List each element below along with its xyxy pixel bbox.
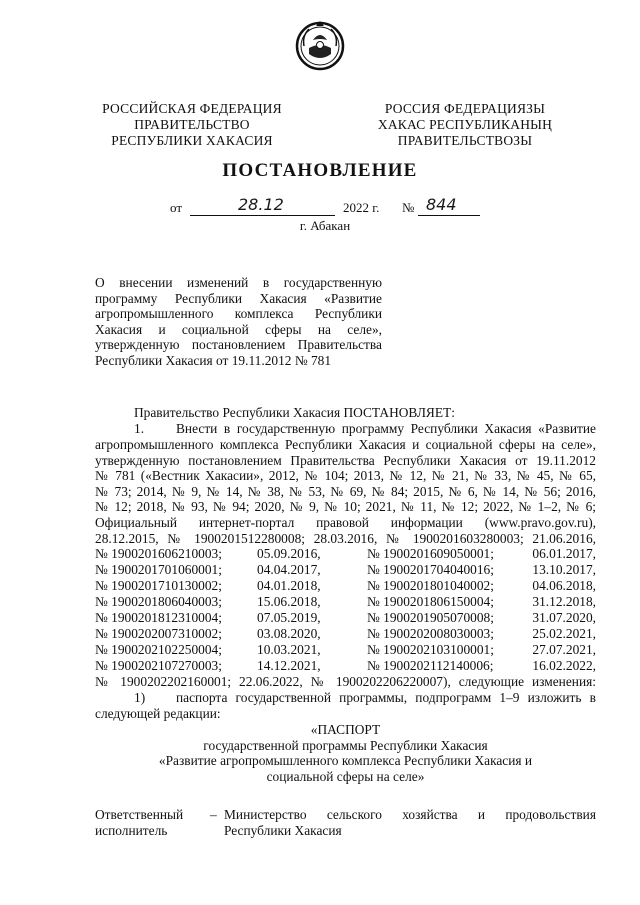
row-cell: № 1900201812310004; bbox=[95, 610, 222, 625]
year-label: 2022 г. bbox=[343, 200, 380, 215]
row-cell: № 1900201701060001; bbox=[95, 562, 222, 577]
row-cell: 06.01.2017, bbox=[532, 546, 596, 561]
subject-line: Хакасия и социальной сферы на селе», bbox=[95, 321, 382, 337]
document-title: ПОСТАНОВЛЕНИЕ bbox=[222, 160, 418, 181]
date-handwritten: 28.12 bbox=[238, 195, 284, 214]
subject-line: утвержденную постановлением Правительства bbox=[95, 337, 382, 353]
row-cell: № 1900202103100001; bbox=[367, 642, 494, 657]
passport-line: социальной сферы на селе» bbox=[266, 768, 425, 784]
header-left bbox=[92, 101, 292, 149]
subitem-number: 1) bbox=[134, 690, 146, 705]
body-line: № 781 («Вестник Хакасии», 2012, № 104; 2013, № 12, № 21, № 33, № 45, № 65, bbox=[95, 468, 596, 484]
header-left-line: РОССИЙСКАЯ ФЕДЕРАЦИЯ bbox=[102, 101, 282, 116]
header-right-line: ПРАВИТЕЛЬСТВОЗЫ bbox=[397, 133, 533, 148]
subject-block bbox=[95, 275, 382, 369]
responsible-value-line: Республики Хакасия bbox=[224, 822, 342, 838]
table-row bbox=[95, 626, 596, 642]
table-row bbox=[95, 594, 596, 610]
row-cell: № 1900202007310002; bbox=[95, 626, 222, 641]
table-row bbox=[95, 642, 596, 658]
subject-line: О внесении изменений в государственную bbox=[95, 275, 382, 290]
row-cell: 07.05.2019, bbox=[257, 610, 321, 625]
row-cell: № 1900201704040016; bbox=[367, 562, 494, 577]
header-right-line: ХАКАС РЕСПУБЛИКАНЫҢ bbox=[377, 117, 553, 132]
row-cell: 04.06.2018, bbox=[532, 578, 596, 593]
row-cell: 03.08.2020, bbox=[257, 626, 321, 641]
row-cell: 31.07.2020, bbox=[532, 610, 596, 625]
responsible-label bbox=[95, 807, 183, 838]
number-label: № bbox=[402, 200, 415, 215]
row-cell: 25.02.2021, bbox=[532, 626, 596, 641]
row-cell: № 1900201606210003; bbox=[95, 546, 222, 561]
row-cell: 15.06.2018, bbox=[257, 594, 321, 609]
responsible-dash: – bbox=[210, 807, 217, 822]
header-right bbox=[365, 101, 565, 149]
row-cell: № 1900201801040002; bbox=[367, 578, 494, 593]
table-row bbox=[95, 610, 596, 626]
passport-line: «Развитие агропромышленного комплекса Республики Хакасия и bbox=[158, 753, 533, 769]
intro-line: Правительство Республики Хакасия ПОСТАНОВЛЯЕТ: bbox=[134, 405, 455, 420]
passport-line: «ПАСПОРТ bbox=[310, 722, 381, 737]
row-cell: 27.07.2021, bbox=[532, 642, 596, 657]
responsible-value bbox=[224, 807, 596, 838]
row-cell: № 1900201609050001; bbox=[367, 546, 494, 561]
header-left-line: РЕСПУБЛИКИ ХАКАСИЯ bbox=[111, 133, 273, 148]
item-number: 1. bbox=[134, 421, 145, 436]
table-row bbox=[95, 658, 596, 674]
subject-line: программу Республики Хакасия «Развитие bbox=[95, 290, 382, 306]
row-cell: 10.03.2021, bbox=[257, 642, 321, 657]
body-line: № 73; 2014, № 9, № 14, № 38, № 53, № 69, № 84; 2015, № 6, № 14, № 56; 2016, bbox=[95, 483, 596, 499]
row-cell: 05.09.2016, bbox=[257, 546, 321, 561]
row-cell: 04.01.2018, bbox=[257, 578, 321, 593]
body-line: 28.12.2015, № 1900201512280008; 28.03.2016, № 1900201603280003; 21.06.2016, bbox=[95, 530, 596, 546]
table-row bbox=[95, 546, 596, 562]
row-cell: 14.12.2021, bbox=[257, 658, 321, 673]
body-line: Официальный интернет-портал правовой информации (www.pravo.gov.ru), bbox=[95, 514, 596, 530]
body-line: следующей редакции: bbox=[95, 706, 221, 721]
header-left-line: ПРАВИТЕЛЬСТВО bbox=[134, 117, 250, 132]
body-line: Внести в государственную программу Республики Хакасия «Развитие bbox=[176, 421, 596, 436]
row-cell: № 1900201806040003; bbox=[95, 594, 222, 609]
body-line: № 12; 2018, № 93, № 94; 2020, № 9, № 10; 2021, № 11, № 12; 2022, № 1–2, № 6; bbox=[95, 499, 596, 515]
header-right-line: РОССИЯ ФЕДЕРАЦИЯЗЫ bbox=[384, 101, 546, 116]
row-cell: 04.04.2017, bbox=[257, 562, 321, 577]
coat-of-arms-icon bbox=[295, 18, 345, 74]
row-cell: № 1900201806150004; bbox=[367, 594, 494, 609]
from-label: от bbox=[170, 200, 183, 215]
table-row bbox=[95, 562, 596, 578]
body-paragraph bbox=[95, 437, 596, 546]
body-line: паспорта государственной программы, подпрограмм 1–9 изложить в bbox=[176, 690, 596, 705]
passport-line: государственной программы Республики Хакасия bbox=[203, 737, 488, 753]
row-cell: 13.10.2017, bbox=[532, 562, 596, 577]
row-cell: № 1900201710130002; bbox=[95, 578, 222, 593]
subject-line: Республики Хакасия от 19.11.2012 № 781 bbox=[95, 352, 332, 368]
row-cell: № 1900202102250004; bbox=[95, 642, 222, 657]
passport-heading bbox=[95, 722, 596, 784]
body-line: агропромышленного комплекса Республики Хакасия и социальной сферы на селе», bbox=[95, 437, 596, 452]
number-handwritten: 844 bbox=[426, 195, 457, 214]
table-row bbox=[95, 578, 596, 594]
responsible-label-line: Ответственный bbox=[95, 807, 184, 822]
body-line: № 1900202202160001; 22.06.2022, № 1900202206220007), следующие изменения: bbox=[95, 674, 596, 689]
row-cell: 16.02.2022, bbox=[532, 658, 596, 673]
responsible-label-line: исполнитель bbox=[95, 822, 168, 838]
responsible-value-line: Министерство сельского хозяйства и продовольствия bbox=[224, 807, 596, 822]
row-cell: № 1900202008030003; bbox=[367, 626, 494, 641]
row-cell: № 1900201905070008; bbox=[367, 610, 494, 625]
subject-line: агропромышленного комплекса Республики bbox=[95, 306, 382, 322]
row-cell: № 1900202112140006; bbox=[367, 658, 494, 673]
row-cell: № 1900202107270003; bbox=[95, 658, 222, 673]
row-cell: 31.12.2018, bbox=[532, 594, 596, 609]
body-line: утвержденную постановлением Правительства Республики Хакасия от 19.11.2012 bbox=[95, 452, 596, 468]
city-label: г. Абакан bbox=[299, 218, 351, 233]
